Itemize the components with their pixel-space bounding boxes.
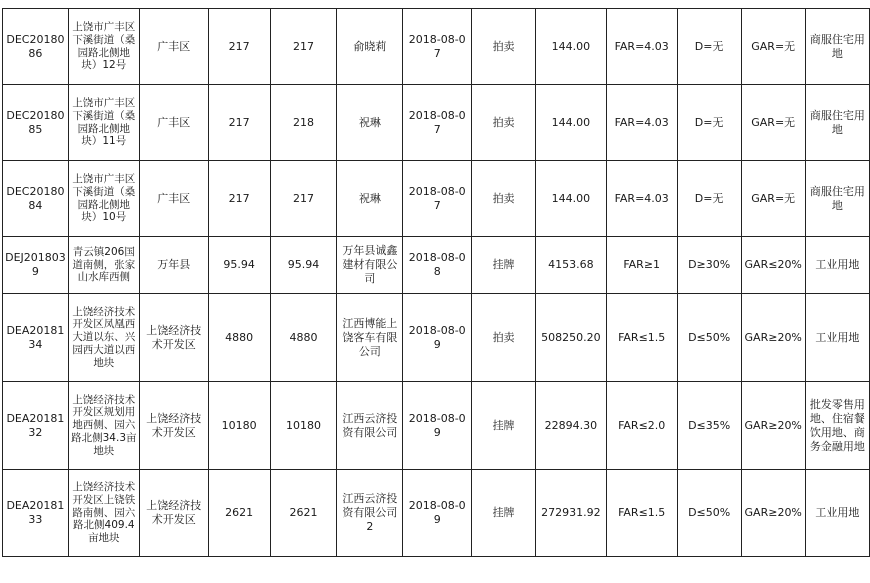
buyer-cell: 江西博能上饶客车有限公司 [337, 294, 403, 382]
method-cell: 拍卖 [472, 85, 536, 161]
far-cell: FAR=4.03 [606, 9, 677, 85]
price-cell: 144.00 [536, 9, 607, 85]
district-cell: 上饶经济技术开发区 [139, 294, 208, 382]
method-cell: 拍卖 [472, 294, 536, 382]
land-use-cell: 工业用地 [805, 470, 869, 557]
area-cell: 217 [208, 9, 270, 85]
district-cell: 广丰区 [139, 9, 208, 85]
gar-cell: GAR=无 [741, 9, 805, 85]
buyer-cell: 江西云济投资有限公司 [337, 382, 403, 470]
method-cell: 挂牌 [472, 470, 536, 557]
date-cell: 2018-08-09 [403, 470, 472, 557]
land-use-cell: 商服住宅用地 [805, 161, 869, 237]
code-cell: DEA2018134 [3, 294, 69, 382]
area-cell: 217 [270, 161, 337, 237]
district-cell: 上饶经济技术开发区 [139, 470, 208, 557]
location-cell: 上饶经济技术开发区凤凰西大道以东、兴园西大道以西地块 [68, 294, 139, 382]
district-cell: 广丰区 [139, 85, 208, 161]
far-cell: FAR≤1.5 [606, 470, 677, 557]
gar-cell: GAR≤20% [741, 237, 805, 294]
location-cell: 上饶经济技术开发区规划用地西侧、园六路北侧34.3亩地块 [68, 382, 139, 470]
price-cell: 508250.20 [536, 294, 607, 382]
date-cell: 2018-08-09 [403, 294, 472, 382]
far-cell: FAR≤1.5 [606, 294, 677, 382]
price-cell: 272931.92 [536, 470, 607, 557]
far-cell: FAR≤2.0 [606, 382, 677, 470]
gar-cell: GAR≥20% [741, 294, 805, 382]
area-cell: 2621 [270, 470, 337, 557]
code-cell: DEC2018084 [3, 161, 69, 237]
buyer-cell: 祝琳 [337, 85, 403, 161]
area-cell: 4880 [208, 294, 270, 382]
far-cell: FAR≥1 [606, 237, 677, 294]
date-cell: 2018-08-07 [403, 9, 472, 85]
gar-cell: GAR=无 [741, 85, 805, 161]
far-cell: FAR=4.03 [606, 161, 677, 237]
table-row [3, 382, 870, 470]
date-cell: 2018-08-08 [403, 237, 472, 294]
location-cell: 上饶经济技术开发区上铙铁路南侧、园六路北侧409.4亩地块 [68, 470, 139, 557]
code-cell: DEJ2018039 [3, 237, 69, 294]
far-cell: FAR=4.03 [606, 85, 677, 161]
district-cell: 广丰区 [139, 161, 208, 237]
density-cell: D≤35% [677, 382, 741, 470]
gar-cell: GAR≥20% [741, 470, 805, 557]
code-cell: DEA2018132 [3, 382, 69, 470]
gar-cell: GAR=无 [741, 161, 805, 237]
land-transaction-table [2, 8, 870, 557]
buyer-cell: 江西云济投资有限公司2 [337, 470, 403, 557]
code-cell: DEC2018085 [3, 85, 69, 161]
date-cell: 2018-08-07 [403, 85, 472, 161]
buyer-cell: 祝琳 [337, 161, 403, 237]
table-row [3, 161, 870, 237]
price-cell: 4153.68 [536, 237, 607, 294]
land-use-cell: 商服住宅用地 [805, 85, 869, 161]
land-use-cell: 批发零售用地、住宿餐饮用地、商务金融用地 [805, 382, 869, 470]
location-cell: 青云镇206国道南侧，张家山水库西侧 [68, 237, 139, 294]
method-cell: 挂牌 [472, 382, 536, 470]
location-cell: 上饶市广丰区下溪街道（桑园路北侧地块）12号 [68, 9, 139, 85]
district-cell: 万年县 [139, 237, 208, 294]
density-cell: D≤50% [677, 294, 741, 382]
method-cell: 挂牌 [472, 237, 536, 294]
area-cell: 95.94 [270, 237, 337, 294]
price-cell: 22894.30 [536, 382, 607, 470]
density-cell: D=无 [677, 9, 741, 85]
area-cell: 10180 [270, 382, 337, 470]
location-cell: 上饶市广丰区下溪街道（桑园路北侧地块）10号 [68, 161, 139, 237]
district-cell: 上饶经济技术开发区 [139, 382, 208, 470]
method-cell: 拍卖 [472, 161, 536, 237]
price-cell: 144.00 [536, 85, 607, 161]
table-row [3, 237, 870, 294]
table-row [3, 294, 870, 382]
buyer-cell: 万年县诚鑫建材有限公司 [337, 237, 403, 294]
table-row [3, 9, 870, 85]
area-cell: 2621 [208, 470, 270, 557]
area-cell: 4880 [270, 294, 337, 382]
gar-cell: GAR≥20% [741, 382, 805, 470]
land-use-cell: 工业用地 [805, 294, 869, 382]
date-cell: 2018-08-07 [403, 161, 472, 237]
density-cell: D≤50% [677, 470, 741, 557]
price-cell: 144.00 [536, 161, 607, 237]
area-cell: 218 [270, 85, 337, 161]
location-cell: 上饶市广丰区下溪街道（桑园路北侧地块）11号 [68, 85, 139, 161]
density-cell: D=无 [677, 161, 741, 237]
density-cell: D≥30% [677, 237, 741, 294]
area-cell: 10180 [208, 382, 270, 470]
code-cell: DEC2018086 [3, 9, 69, 85]
land-use-cell: 商服住宅用地 [805, 9, 869, 85]
area-cell: 217 [208, 85, 270, 161]
code-cell: DEA2018133 [3, 470, 69, 557]
buyer-cell: 俞晓莉 [337, 9, 403, 85]
table-body [3, 9, 870, 557]
land-use-cell: 工业用地 [805, 237, 869, 294]
area-cell: 95.94 [208, 237, 270, 294]
density-cell: D=无 [677, 85, 741, 161]
table-row [3, 470, 870, 557]
area-cell: 217 [270, 9, 337, 85]
date-cell: 2018-08-09 [403, 382, 472, 470]
table-row [3, 85, 870, 161]
area-cell: 217 [208, 161, 270, 237]
method-cell: 拍卖 [472, 9, 536, 85]
